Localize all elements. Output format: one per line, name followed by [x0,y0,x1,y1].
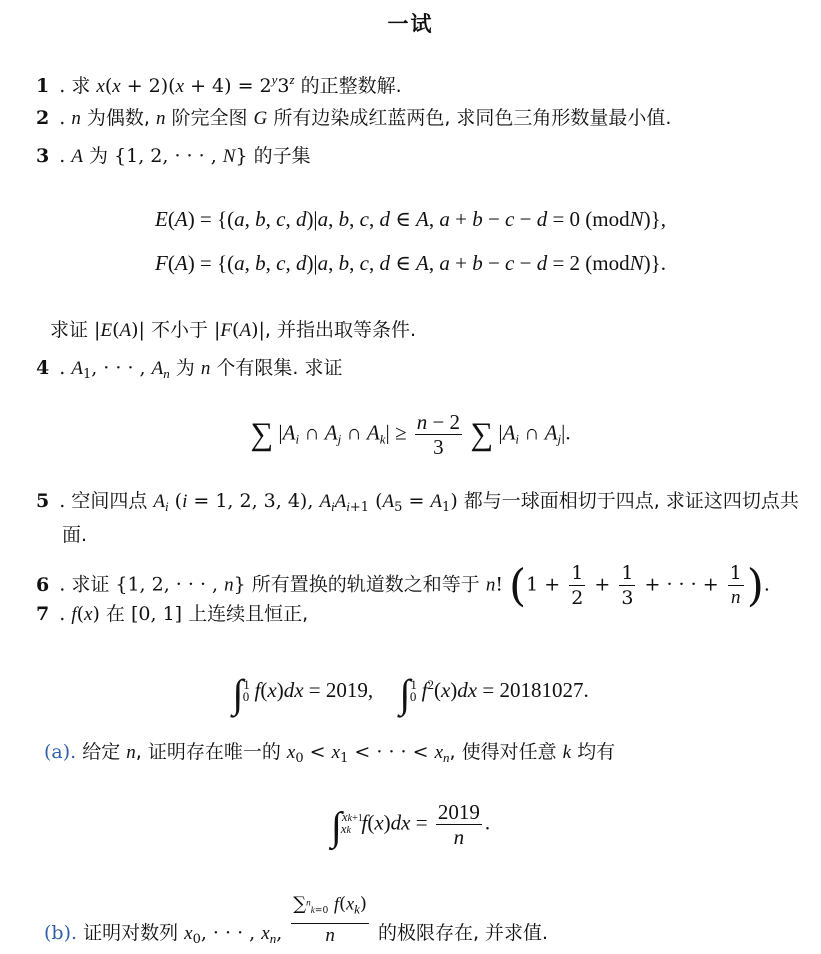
part-b-label: (b). [44,921,78,944]
problem-number: 3 [36,145,50,167]
problem-7: 7 . f(x) 在 [0, 1] 上连续且恒正, [36,603,309,625]
problem-5: 5 . 空间四点 $A_i$ (i = 1, 2, 3, 4), $A_iA_{i+1}$ $(A_5 = A_1)$ 都与一球面相切于四点, 求证这四切点共 [36,490,799,515]
problem-2: 2 . n 为偶数, n 阶完全图 G 所有边染成红蓝两色, 求同色三角形数量最小值. [36,107,672,129]
problem-1: 1 . 求 $x(x + 2)(x + 4) = 2^y3^z$ 的正整数解. [36,72,402,97]
problem-3: 3 . A 为 {1, 2, · · · , N} 的子集 [36,145,311,167]
integral-2-value: 20181027 [499,678,584,702]
problem-number: 5 [36,490,50,512]
problem-3-tail: 求证 |E(A)| 不小于 |F(A)|, 并指出取等条件. [50,319,417,341]
problem-7b: (b). 证明对数列 $x_0$, · · · , $x_n$, $\frac{\sum^n_{k=0} f(x_k)}{n}$ 的极限存在, 并求值. [44,890,548,954]
problem-number: 2 [36,107,50,129]
equation-7a: ∫$^{xk+1}_{xk}$ f(x)dx = $\frac{2019}{n}$ . [330,800,491,849]
problem-number: 1 [36,75,50,97]
page-title: 一试 [387,12,434,36]
equation-4: ∑ $|A_i$ ∩ $A_j$ ∩ $A_k|$ ≥ $\frac{n - 2}{3}$ ∑ $|A_i$ ∩ $A_j|$. [250,410,571,459]
equation-F: F(A) = {(a, b, c, d)|a, b, c, d ∈ A, a + b − c − d = 2 (modN)}. [155,251,666,275]
equation-integrals: ∫$^1_0$ f(x)dx = 2019, ∫$^1_0$ $f^2(x)dx = 20181027$. [232,671,589,716]
problem-4: 4 . $A_1$, · · · , $A_n$ 为 n 个有限集. 求证 [36,357,343,382]
problem-number: 4 [36,357,50,379]
integral-1-value: 2019 [325,678,368,702]
problem-5-cont: 面. [62,524,88,546]
problem-6: 6 . 求证 {1, 2, · · · , n} 所有置换的轨道数之和等于 n! (1 + $\frac{1}{2}$ + $\frac{1}{3}$ + · · · + $\frac{1}{n}$ ). [36,560,770,612]
problem-number: 6 [36,573,50,596]
problem-number: 7 [36,603,50,625]
fraction-numerator: 2019 [437,800,480,824]
problem-7a: (a). 给定 n, 证明存在唯一的 $x_0 < x_1$ < · · · < $x_n$, 使得对任意 k 均有 [44,741,616,766]
part-a-label: (a). [44,741,77,763]
equation-E: E(A) = {(a, b, c, d)|a, b, c, d ∈ A, a + b − c − d = 0 (modN)}, [155,207,666,231]
